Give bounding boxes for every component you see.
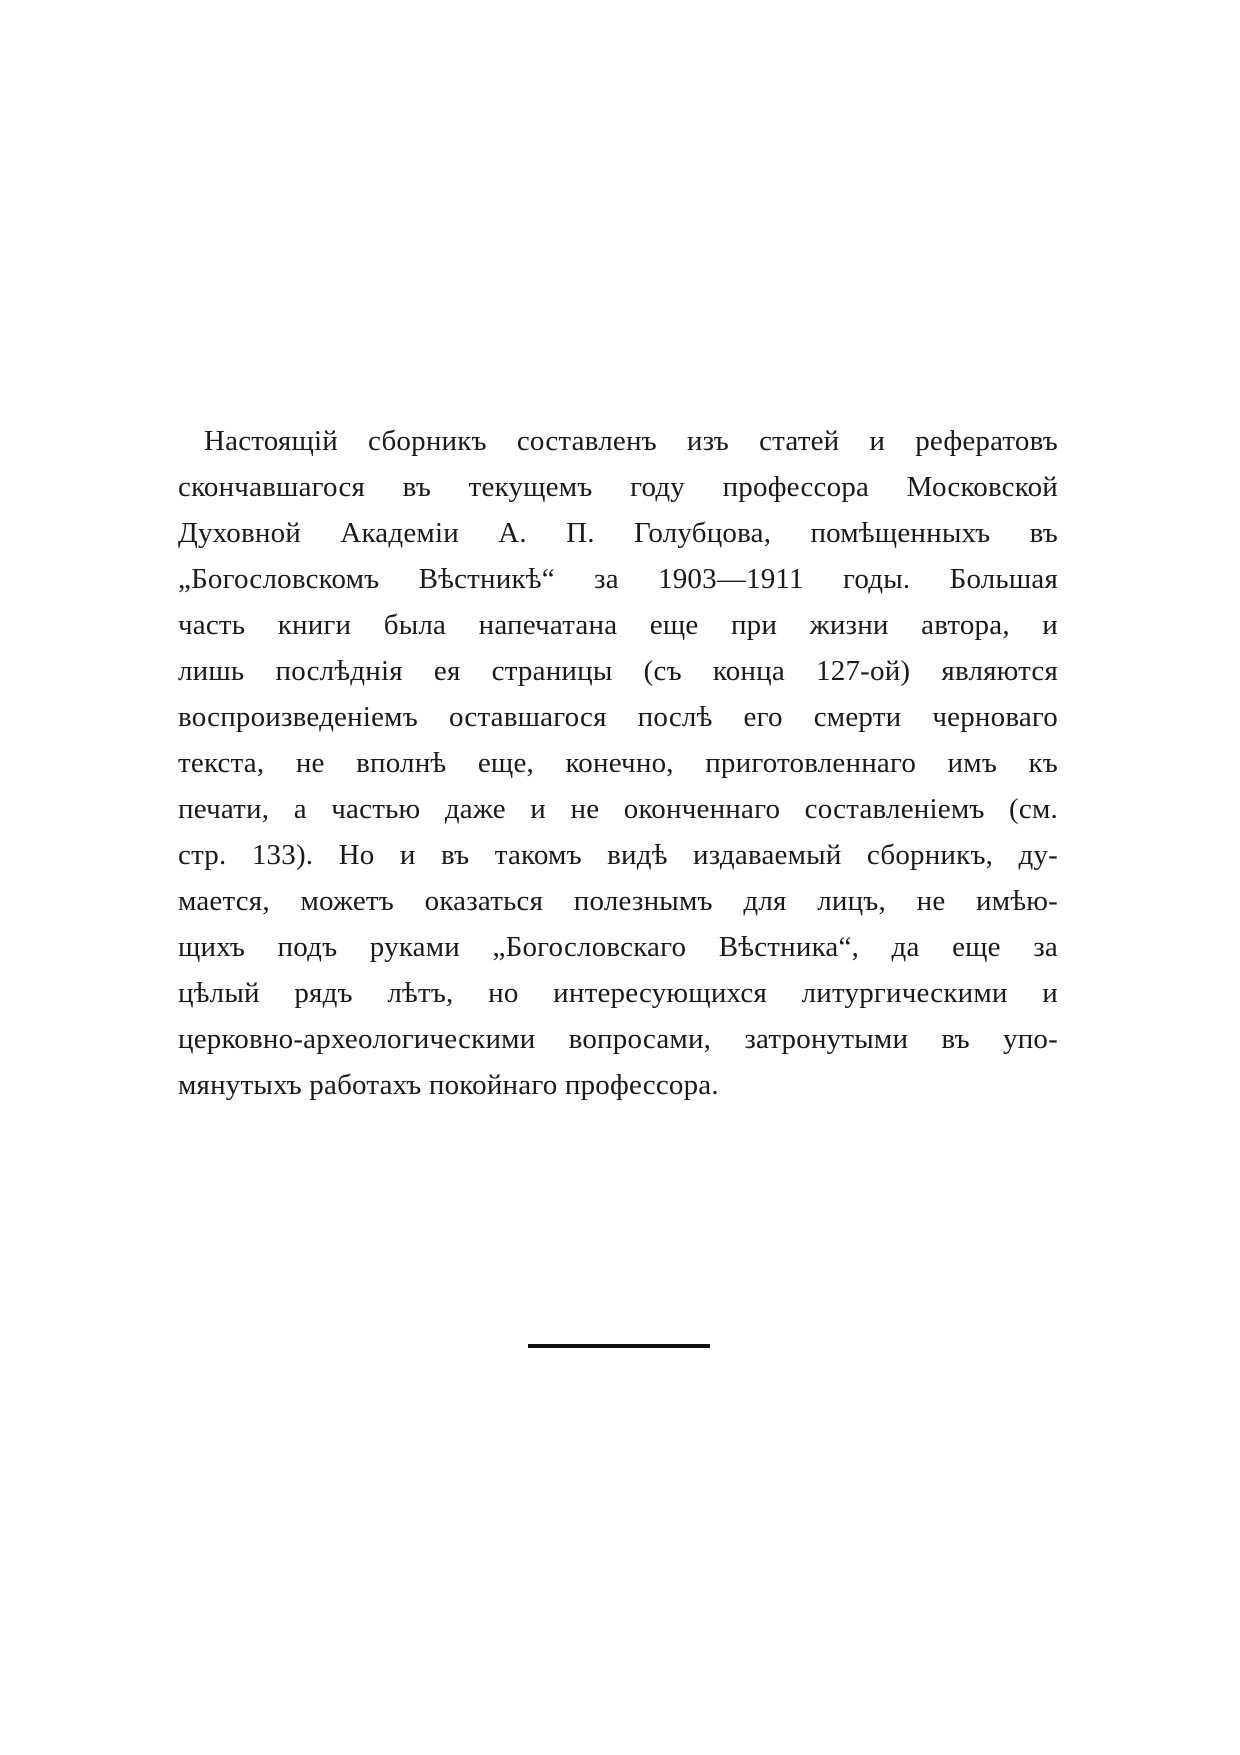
preface-line: печати, а частью даже и не оконченнаго составленіемъ (см. xyxy=(178,793,1058,825)
preface-line: скончавшагося въ текущемъ году профессора Московской xyxy=(178,471,1058,503)
preface-line: воспроизведеніемъ оставшагося послѣ его смерти черноваго xyxy=(178,701,1058,733)
preface-line: Духовной Академіи А. П. Голубцова, помѣщенныхъ въ xyxy=(178,517,1058,549)
preface-line: лишь послѣднія ея страницы (съ конца 127-ой) являются xyxy=(178,655,1058,687)
preface-line: церковно-археологическими вопросами, затронутыми въ упо- xyxy=(178,1023,1058,1055)
preface-line: цѣлый рядъ лѣтъ, но интересующихся литургическими и xyxy=(178,977,1058,1009)
preface-line: текста, не вполнѣ еще, конечно, приготовленнаго имъ къ xyxy=(178,747,1058,779)
preface-line: Настоящій сборникъ составленъ изъ статей и рефератовъ xyxy=(204,425,1058,457)
preface-line: стр. 133). Но и въ такомъ видѣ издаваемый сборникъ, ду- xyxy=(178,839,1058,871)
preface-line: мается, можетъ оказаться полезнымъ для лицъ, не имѣю- xyxy=(178,885,1058,917)
preface-paragraph xyxy=(178,418,1058,1108)
preface-line: „Богословскомъ Вѣстникѣ“ за 1903—1911 годы. Большая xyxy=(178,563,1058,595)
preface-line: часть книги была напечатана еще при жизни автора, и xyxy=(178,609,1058,641)
preface-line: щихъ подъ руками „Богословскаго Вѣстника“, да еще за xyxy=(178,931,1058,963)
preface-line: мянутыхъ работахъ покойнаго профессора. xyxy=(178,1069,719,1101)
section-divider-rule xyxy=(528,1344,710,1348)
